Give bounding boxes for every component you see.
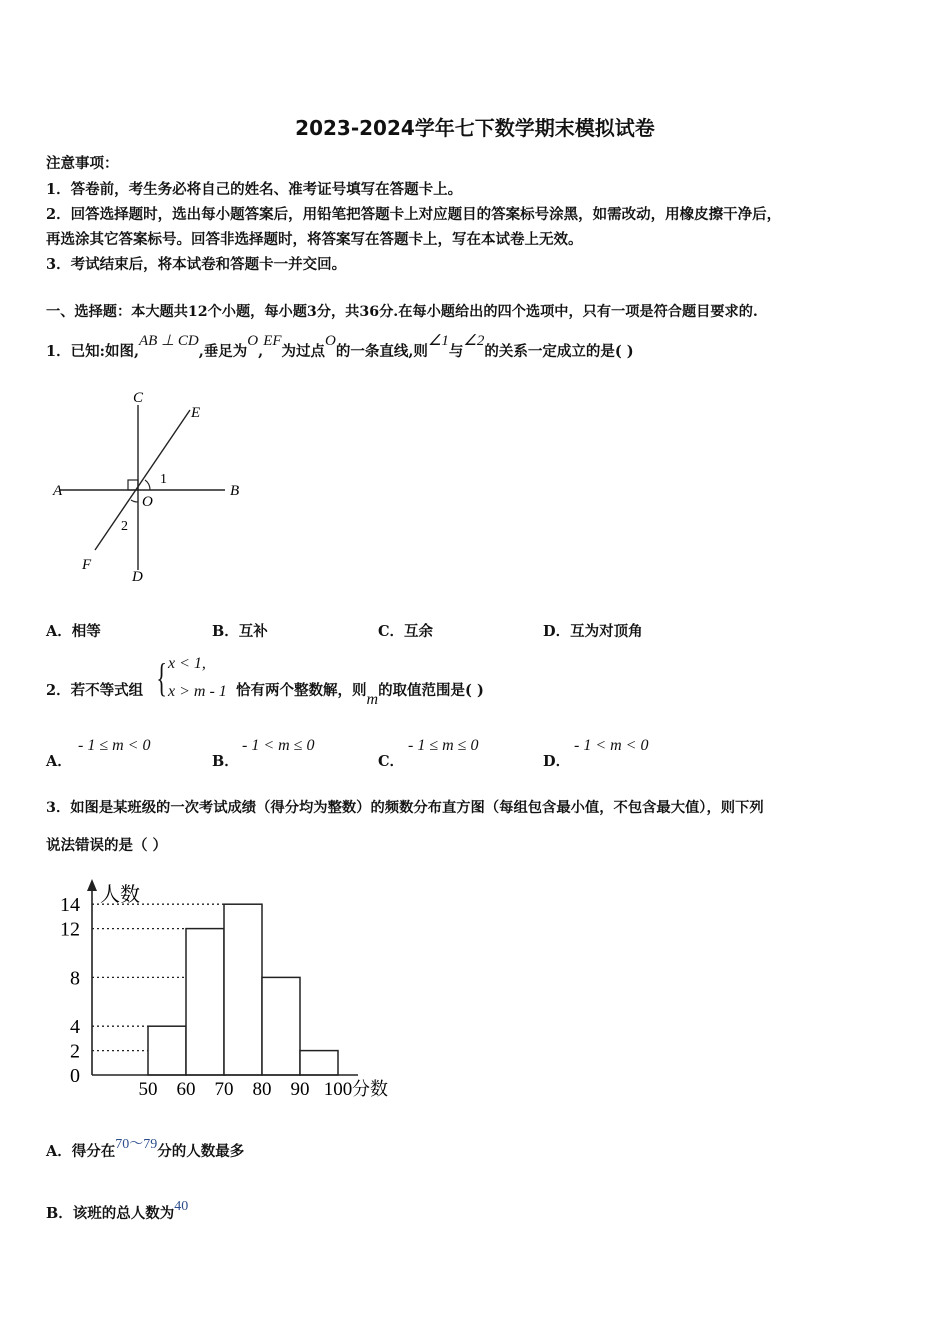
q2-option-b-expr: - 1 < m ≤ 0	[242, 737, 315, 754]
q1-text: 与	[448, 343, 464, 360]
label-f: F	[82, 557, 92, 573]
option-label: B．	[212, 753, 239, 770]
option-text: 得分在	[71, 1143, 116, 1160]
option-label: C．	[378, 753, 405, 770]
x-tick-label: 70	[214, 1079, 234, 1100]
note-item: 1．答卷前，考生务必将自己的姓名、准考证号填写在答题卡上。	[46, 181, 463, 198]
label-d: D	[132, 569, 143, 585]
q1-math: AB ⊥ CD	[139, 333, 199, 349]
label-e: E	[191, 405, 201, 421]
option-value: 70～79	[115, 1137, 158, 1152]
q1-option-b[interactable]	[212, 620, 268, 641]
option-label: D．	[543, 753, 571, 770]
page-title: 2023-2024学年七下数学期末模拟试卷	[295, 116, 655, 140]
q2-text	[236, 679, 484, 708]
y-tick-label: 2	[70, 1040, 80, 1063]
q1-math: O	[247, 333, 259, 349]
q1-text: ,垂足为	[198, 343, 248, 360]
y-tick-label: 4	[70, 1016, 80, 1039]
q3-option-b[interactable]	[46, 1199, 189, 1223]
option-text: 相等	[71, 623, 101, 640]
label-2: 2	[121, 519, 128, 534]
x-tick-label: 80	[252, 1079, 272, 1100]
option-label: A．	[46, 623, 72, 640]
option-label: A．	[46, 1143, 72, 1160]
x-axis-label: 分数	[352, 1079, 388, 1099]
bar-70-80	[224, 904, 262, 1075]
option-label: D．	[543, 623, 571, 640]
option-label: B．	[212, 623, 239, 640]
label-c: C	[133, 390, 144, 406]
q1-text: 的一条直线,则	[335, 343, 428, 360]
line-ef	[95, 410, 190, 550]
q1-figure	[40, 385, 260, 590]
note-item: 3．考试结束后，将本试卷和答题卡一并交回。	[46, 256, 347, 273]
note-item: 2．回答选择题时，选出每小题答案后，用铅笔把答题卡上对应题目的答案标号涂黑，如需改动，用橡皮擦干净后，	[46, 206, 782, 223]
angle-2-arc	[131, 500, 138, 502]
notes-heading: 注意事项：	[46, 155, 119, 172]
q1-text: ,	[258, 343, 264, 360]
x-tick-label: 100	[323, 1079, 353, 1100]
q2-option-c-expr: - 1 ≤ m ≤ 0	[408, 737, 479, 754]
option-text: 互余	[404, 623, 434, 640]
q1-math: ∠1	[427, 333, 449, 349]
q3-line-1: 3．如图是某班级的一次考试成绩（得分均为整数）的频数分布直方图（每组包含最小值，不包含最大值），则下列	[46, 800, 764, 816]
q2-option-a-expr: - 1 ≤ m < 0	[78, 737, 151, 754]
bar-90-100	[300, 1051, 338, 1075]
q1-text: 为过点	[281, 343, 326, 360]
option-text: 互补	[238, 623, 268, 640]
q1-option-c[interactable]	[378, 620, 433, 641]
angle-1-arc	[145, 480, 150, 490]
x-tick-label: 50	[138, 1079, 158, 1100]
note-item: 再选涂其它答案标号。回答非选择题时，将答案写在答题卡上，写在本试卷上无效。	[46, 231, 583, 248]
q1-option-a[interactable]	[46, 620, 101, 641]
y-tick-label: 12	[60, 918, 80, 941]
q2-option-d-expr: - 1 < m < 0	[574, 737, 649, 754]
y-tick-label: 8	[70, 967, 80, 990]
q2-inequality-2: x > m - 1	[168, 683, 227, 700]
x-tick-label: 60	[176, 1079, 196, 1100]
q1-text: 的关系一定成立的是( )	[484, 343, 634, 360]
y-tick-label: 14	[60, 894, 80, 917]
q2-option-a[interactable]	[46, 750, 72, 771]
q1-math: ∠2	[463, 333, 485, 349]
q1-text: 1．已知:如图,	[46, 343, 139, 360]
y-axis-arrow-icon	[87, 879, 97, 891]
section-heading: 一、选择题：本大题共12个小题，每小题3分，共36分.在每小题给出的四个选项中，只有一项是符合题目要求的.	[46, 304, 758, 320]
bar-50-60	[148, 1026, 186, 1075]
bar-60-70	[186, 929, 224, 1075]
q2-inequality-1: x < 1,	[168, 655, 206, 672]
q2-option-c[interactable]	[378, 750, 404, 771]
x-tick-label: 90	[290, 1079, 310, 1100]
label-b: B	[230, 483, 240, 499]
q3-line-2: 说法错误的是（ ）	[46, 837, 168, 854]
q1-math: O	[325, 333, 336, 349]
q3-option-a[interactable]	[46, 1137, 245, 1161]
label-a: A	[53, 483, 63, 499]
histogram-chart	[40, 875, 420, 1110]
option-text: 该班的总人数为	[72, 1205, 175, 1222]
q2-math-m: m	[366, 691, 379, 708]
q2-option-b[interactable]	[212, 750, 239, 771]
option-text: 互为对顶角	[570, 623, 643, 640]
question-1	[46, 333, 634, 361]
q1-math: EF	[263, 333, 282, 349]
option-label: C．	[378, 623, 405, 640]
option-text: 分的人数最多	[157, 1143, 245, 1160]
option-value: 40	[174, 1199, 189, 1214]
option-label: A．	[46, 753, 72, 770]
q2-text-b: 的取值范围是( )	[378, 682, 484, 699]
label-o: O	[142, 494, 153, 510]
q2-text-a: 恰有两个整数解，则	[236, 682, 367, 699]
q1-option-d[interactable]	[543, 620, 643, 641]
y-tick-label: 0	[70, 1065, 80, 1087]
q2-option-d[interactable]	[543, 750, 570, 771]
option-label: B．	[46, 1205, 73, 1222]
y-axis-label: 人数	[100, 884, 140, 906]
label-1: 1	[160, 472, 167, 487]
bar-80-90	[262, 977, 300, 1075]
q2-prefix: 2．若不等式组	[46, 682, 144, 699]
brace-symbol: {	[156, 655, 167, 700]
